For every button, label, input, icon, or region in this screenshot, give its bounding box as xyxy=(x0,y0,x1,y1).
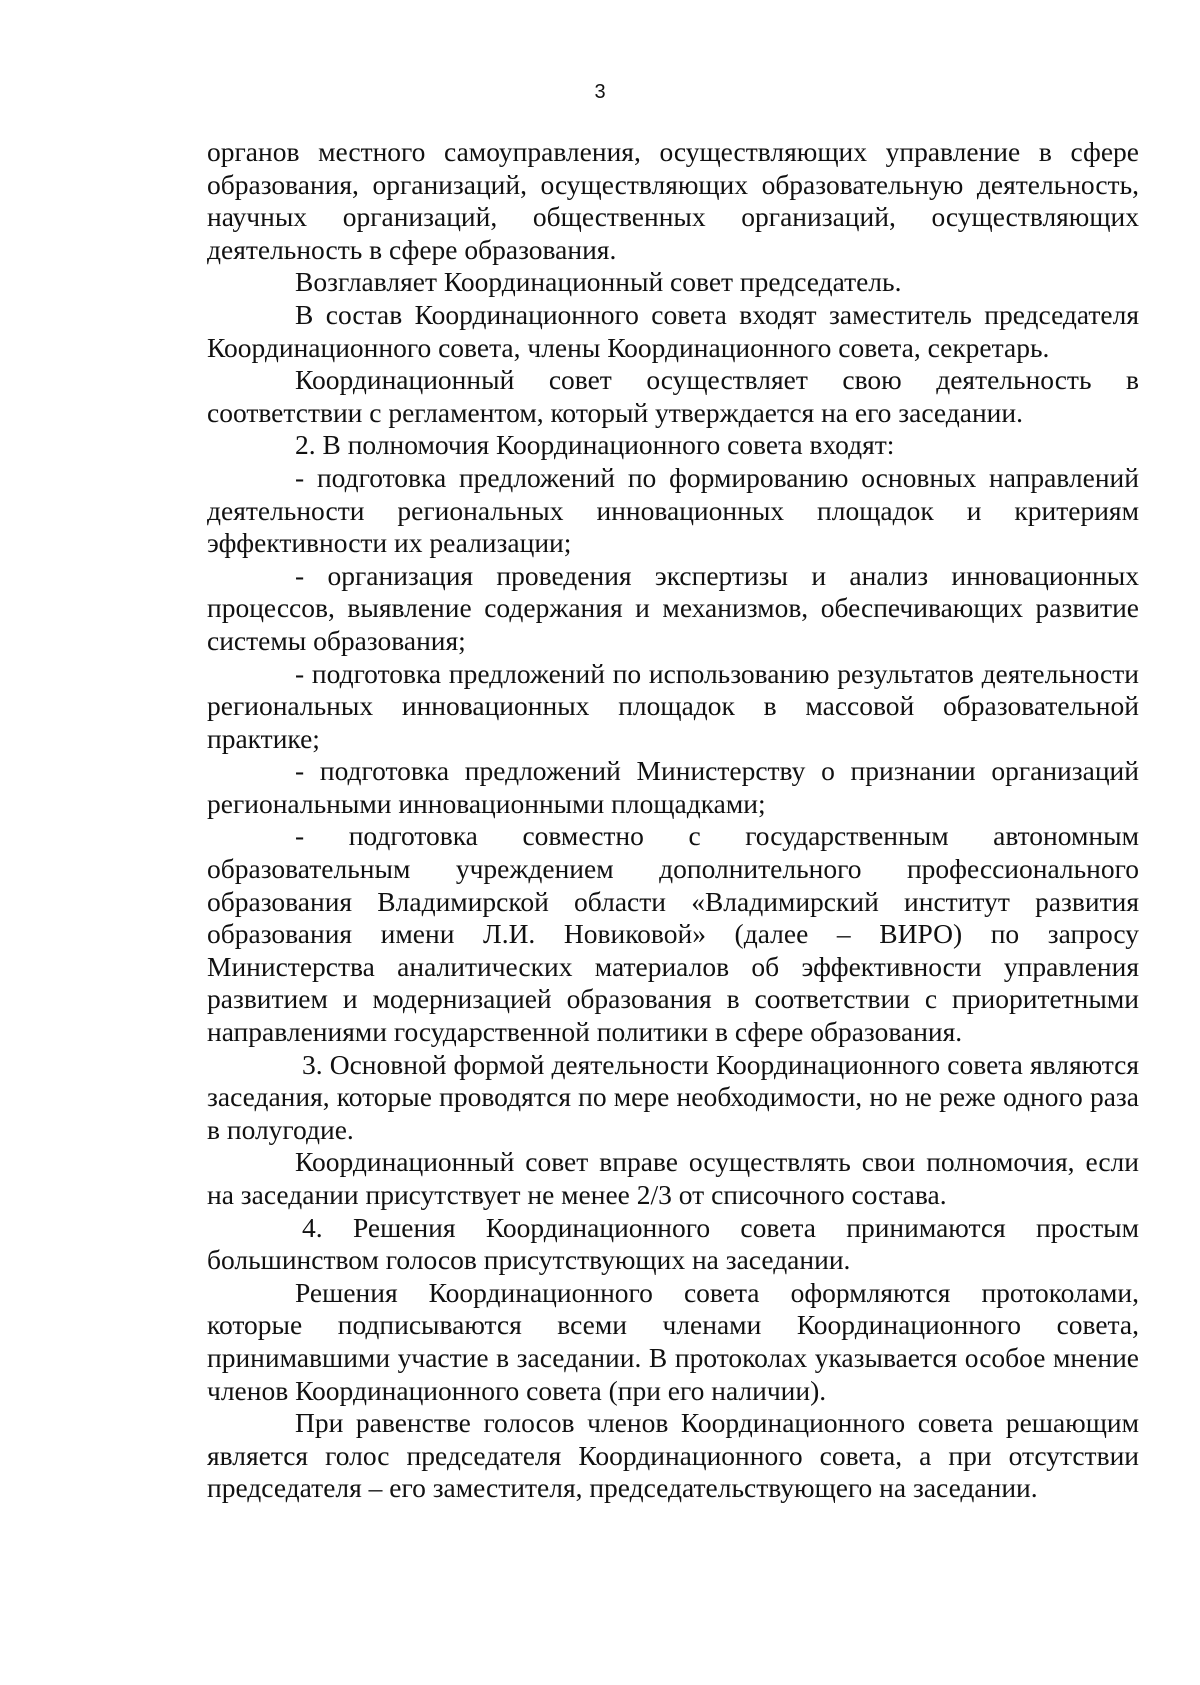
list-item-expertise: - организация проведения экспертизы и анализ инновационных процессов, выявление содержания и механизмов, обеспечивающих развитие системы образования; xyxy=(207,559,1139,656)
paragraph-quorum: Координационный совет вправе осуществлять свои полномочия, если на заседании присутствует не менее 2/3 от списочного состава. xyxy=(207,1146,1139,1210)
paragraph-meetings: 3. Основной формой деятельности Координационного совета являются заседания, которые проводятся по мере необходимости, но не реже одного раза в полугодие. xyxy=(207,1048,1139,1145)
paragraph-continuation: органов местного самоуправления, осуществляющих управление в сфере образования, организаций, осуществляющих образовательную деятельность, научных организаций, общественных организаций, осуществляющих деятельность в сфере образования. xyxy=(207,136,1139,265)
paragraph-protocols: Решения Координационного совета оформляются протоколами, которые подписываются всеми членами Координационного совета, принимавшими участие в заседании. В протоколах указывается особое мнение членов Координационного совета (при его наличии). xyxy=(207,1276,1139,1406)
list-item-proposals-directions: - подготовка предложений по формированию основных направлений деятельности региональных инновационных площадок и критериям эффективности их реализации; xyxy=(207,461,1139,559)
paragraph-composition: В состав Координационного совета входят заместитель председателя Координационного совета, члены Координационного совета, секретарь. xyxy=(207,298,1139,363)
paragraph-tie-vote: При равенстве голосов членов Координационного совета решающим является голос председателя Координационного совета, а при отсутствии председателя – его заместителя, председательствующего на заседании. xyxy=(207,1407,1139,1504)
document-body xyxy=(207,136,1139,1505)
list-item-results-usage: - подготовка предложений по использованию результатов деятельности региональных инновационных площадок в массовой образовательной практике; xyxy=(207,657,1139,754)
list-item-analytics-viro: - подготовка совместно с государственным автономным образовательным учреждением дополнительного профессионального образования Владимирской области «Владимирский институт развития образования имени Л.И. Новиковой» (далее – ВИРО) по запросу Министерства аналитических материалов об эффективности управления развитием и модернизацией образования в соответствии с приоритетными направлениями государственной политики в сфере образования. xyxy=(207,820,1139,1048)
paragraph-powers-heading: 2. В полномочия Координационного совета входят: xyxy=(295,429,895,461)
paragraph-regulations: Координационный совет осуществляет свою деятельность в соответствии с регламентом, который утверждается на его заседании. xyxy=(207,364,1139,428)
paragraph-chairman: Возглавляет Координационный совет председатель. xyxy=(295,266,902,298)
list-item-recognition: - подготовка предложений Министерству о признании организаций региональными инновационными площадками; xyxy=(207,755,1139,819)
page-number: 3 xyxy=(594,81,606,103)
paragraph-decisions: 4. Решения Координационного совета принимаются простым большинством голосов присутствующих на заседании. xyxy=(207,1211,1139,1276)
